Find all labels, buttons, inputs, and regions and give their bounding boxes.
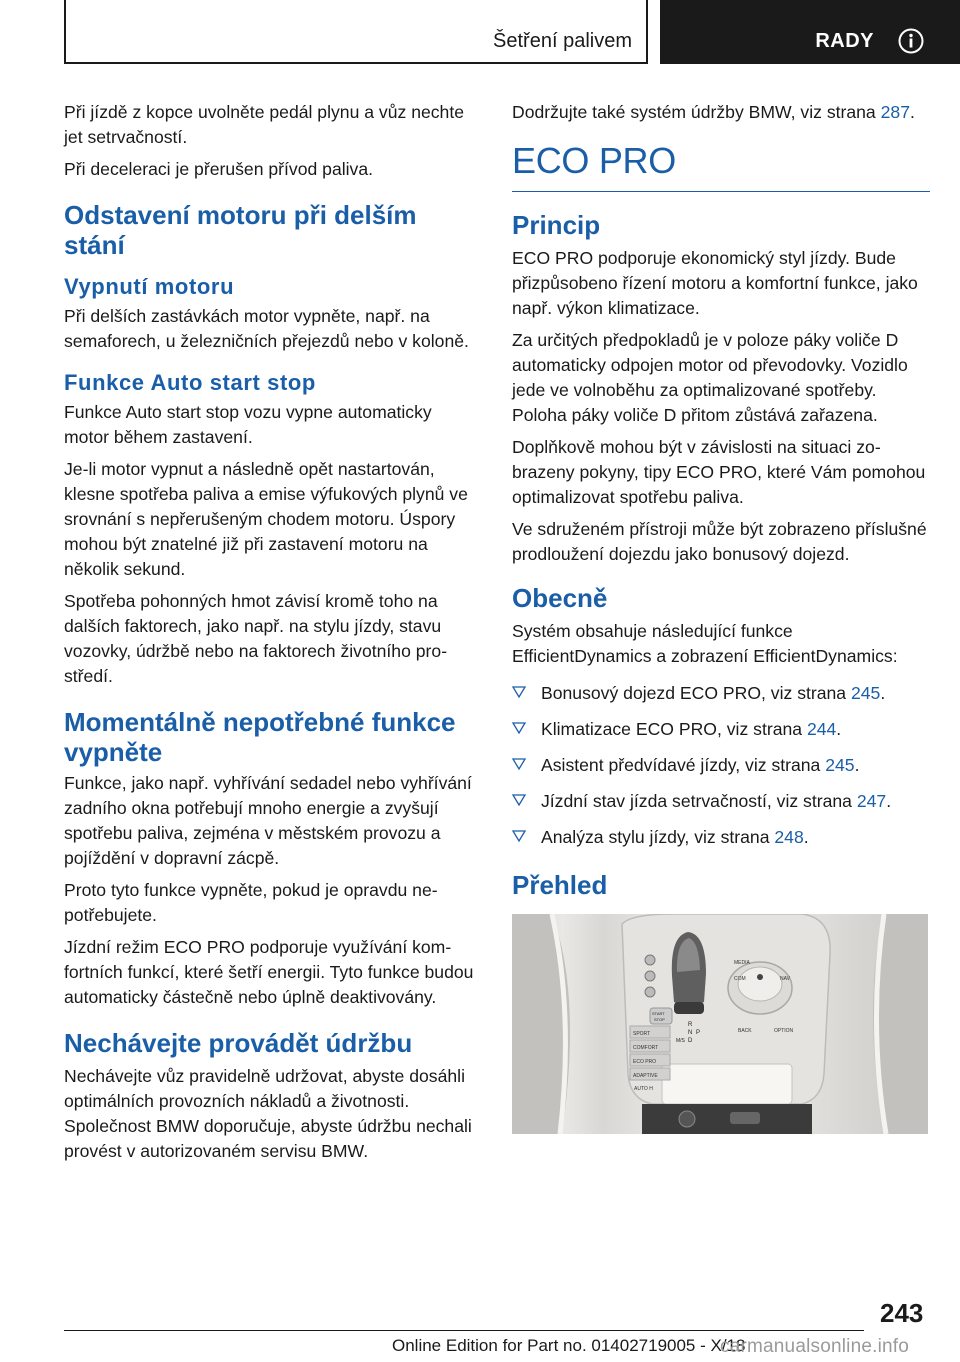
paragraph: Funkce Auto start stop vozu vypne automaticky motor během zastavení. (64, 402, 432, 447)
triangle-bullet-icon (512, 829, 526, 843)
header-chapter-tab (660, 0, 960, 64)
list-item-text: Asistent předvídavé jízdy, viz strana (541, 755, 821, 775)
label-gear-ms: M/S (676, 1038, 685, 1044)
label-option: OPTION (774, 1028, 794, 1034)
label-back: BACK (738, 1028, 752, 1034)
paragraph: Při deceleraci je přerušen přívod paliva. (64, 159, 374, 179)
heading-eco-pro: ECO PRO (512, 139, 930, 192)
page-link[interactable]: 244 (806, 719, 837, 739)
paragraph: ECO PRO podporuje ekonomický styl jízdy. Bude přizpůsobeno řízení motoru a komfortní funkce, jako např. výkon klimatizace. (512, 248, 918, 318)
console-illustration (512, 914, 928, 1134)
label-comfort: COMFORT (633, 1045, 659, 1051)
triangle-bullet-icon (512, 793, 526, 807)
list-item: Asistent předvídavé jízdy, viz strana 245. (512, 753, 930, 778)
list-item-text: Bonusový dojezd ECO PRO, viz strana (541, 683, 847, 703)
right-column (512, 100, 930, 1134)
label-adaptive: ADAPTIVE (633, 1073, 658, 1079)
paragraph: Proto tyto funkce vypněte, pokud je opravdu nepotřebujete. (64, 880, 438, 925)
paragraph: Při jízdě z kopce uvolněte pedál plynu a vůz nechte jet setrvačností. (64, 102, 465, 147)
list-item: Bonusový dojezd ECO PRO, viz strana 245. (512, 681, 930, 706)
label-sport: SPORT (633, 1031, 651, 1037)
paragraph: Za určitých předpokladů je v poloze páky voliče D automaticky odpojen motor od převodovky. Vozidlo jede ve volnoběhu za optimalizované spotřeby. Poloha páky voliče D přitom zůstává zařazena. (512, 330, 908, 425)
list-item: Jízdní stav jízda setrvačností, viz strana 247. (512, 789, 930, 814)
page-number: 243 (880, 1298, 924, 1328)
list-item-text: Analýza stylu jízdy, viz strana (541, 827, 770, 847)
label-com: COM (734, 976, 746, 982)
triangle-bullet-icon (512, 685, 526, 699)
function-list (512, 681, 930, 850)
paragraph: Dodržujte také systém údržby BMW, viz strana 287. (512, 102, 915, 122)
paragraph: Je-li motor vypnut a následně opět nastartován, klesne spotřeba paliva a emise výfukových plynů ve srovnání s nepřerušeným chodem motoru. Úspory mohou být znatelné již při zastavení motoru na několik sekund. (64, 459, 468, 579)
paragraph: Ve sdruženém přístroji může být zobrazeno příslušné prodloužení dojezdu jako bonusový dojezd. (512, 519, 927, 564)
label-nav: NAV (780, 976, 790, 982)
heading-princip: Princip (512, 210, 601, 240)
page-link[interactable]: 248 (774, 827, 804, 847)
paragraph: Doplňkově mohou být v závislosti na situaci zobrazeny pokyny, tipy ECO PRO, které Vám pomohou optimalizovat spotřebu paliva. (512, 437, 926, 507)
label-media: MEDIA (734, 960, 750, 966)
paragraph: Spotřeba pohonných hmot závisí kromě toho na dalších faktorech, jako např. na stylu jízdy, stavu vozovky, údržbě nebo na faktorech životního prostředí. (64, 591, 448, 686)
label-start: START (652, 1011, 665, 1016)
heading-momentalne: Momentálně nepotřebné funkce vypněte (64, 707, 456, 767)
heading-obecne: Obecně (512, 583, 608, 613)
paragraph: Při delších zastávkách motor vypněte, např. na semaforech, u železničních přejezdů nebo v koloně. (64, 306, 469, 351)
footer-edition: Online Edition for Part no. 01402719005 - X/18 (392, 1336, 746, 1355)
label-gear-d: D (688, 1038, 693, 1044)
paragraph: Funkce, jako např. vyhřívání sedadel nebo vyhřívání zadního okna potřebují mnoho energie a zvyšují spotřebu paliva, zejména v městském provozu a pojíždění v dopravní zácpě. (64, 773, 472, 868)
paragraph: Jízdní režim ECO PRO podporuje využívání komfortních funkcí, které šetří energii. Tyto funkce budou automaticky částečně nebo úplně deaktivovány. (64, 937, 474, 1007)
footer-divider (64, 1330, 864, 1331)
header-section-title: Šetření palivem (493, 30, 632, 52)
label-stop: STOP (654, 1017, 665, 1022)
label-autoh: AUTO H (634, 1086, 653, 1092)
list-item: Analýza stylu jízdy, viz strana 248. (512, 825, 930, 850)
watermark: carmanualsonline.info (720, 1336, 910, 1357)
triangle-bullet-icon (512, 721, 526, 735)
info-icon (898, 28, 924, 54)
page-link[interactable]: 245 (850, 683, 881, 703)
list-item: Klimatizace ECO PRO, viz strana 244. (512, 717, 930, 742)
label-eco-pro: ECO PRO (633, 1059, 657, 1065)
heading-udrzba: Nechávejte provádět údržbu (64, 1028, 413, 1058)
triangle-bullet-icon (512, 757, 526, 771)
center-console-photo (512, 914, 928, 1134)
list-item-text: Jízdní stav jízda setrvačností, viz strana (541, 791, 852, 811)
left-column (64, 100, 478, 1171)
header-chapter-title: RADY (815, 30, 874, 52)
page-link[interactable]: 245 (825, 755, 855, 775)
heading-odstaveni: Odstavení motoru při delším stání (64, 200, 417, 260)
list-item-text: Klimatizace ECO PRO, viz strana (541, 719, 803, 739)
paragraph: Systém obsahuje následující funkce EfficientDynamics a zobrazení EfficientDynamics: (512, 621, 898, 666)
heading-autostart: Funkce Auto start stop (64, 370, 316, 395)
heading-vypnuti: Vypnutí motoru (64, 274, 235, 299)
label-gear-r: R (688, 1022, 693, 1028)
header-section-tab (64, 0, 648, 64)
heading-prehled: Přehled (512, 870, 608, 900)
label-gear-p: P (696, 1030, 701, 1036)
paragraph-text: Dodržujte také systém údržby BMW, viz strana (512, 102, 876, 122)
page-link[interactable]: 287 (880, 102, 910, 122)
paragraph: Nechávejte vůz pravidelně udržovat, abyste dosáhli optimálních provozních nákladů a životnosti. Společnost BMW doporučuje, abyste údržbu nechali provést v autorizovaném servisu BMW. (64, 1066, 472, 1161)
page-link[interactable]: 247 (856, 791, 887, 811)
label-gear-n: N (688, 1030, 693, 1036)
